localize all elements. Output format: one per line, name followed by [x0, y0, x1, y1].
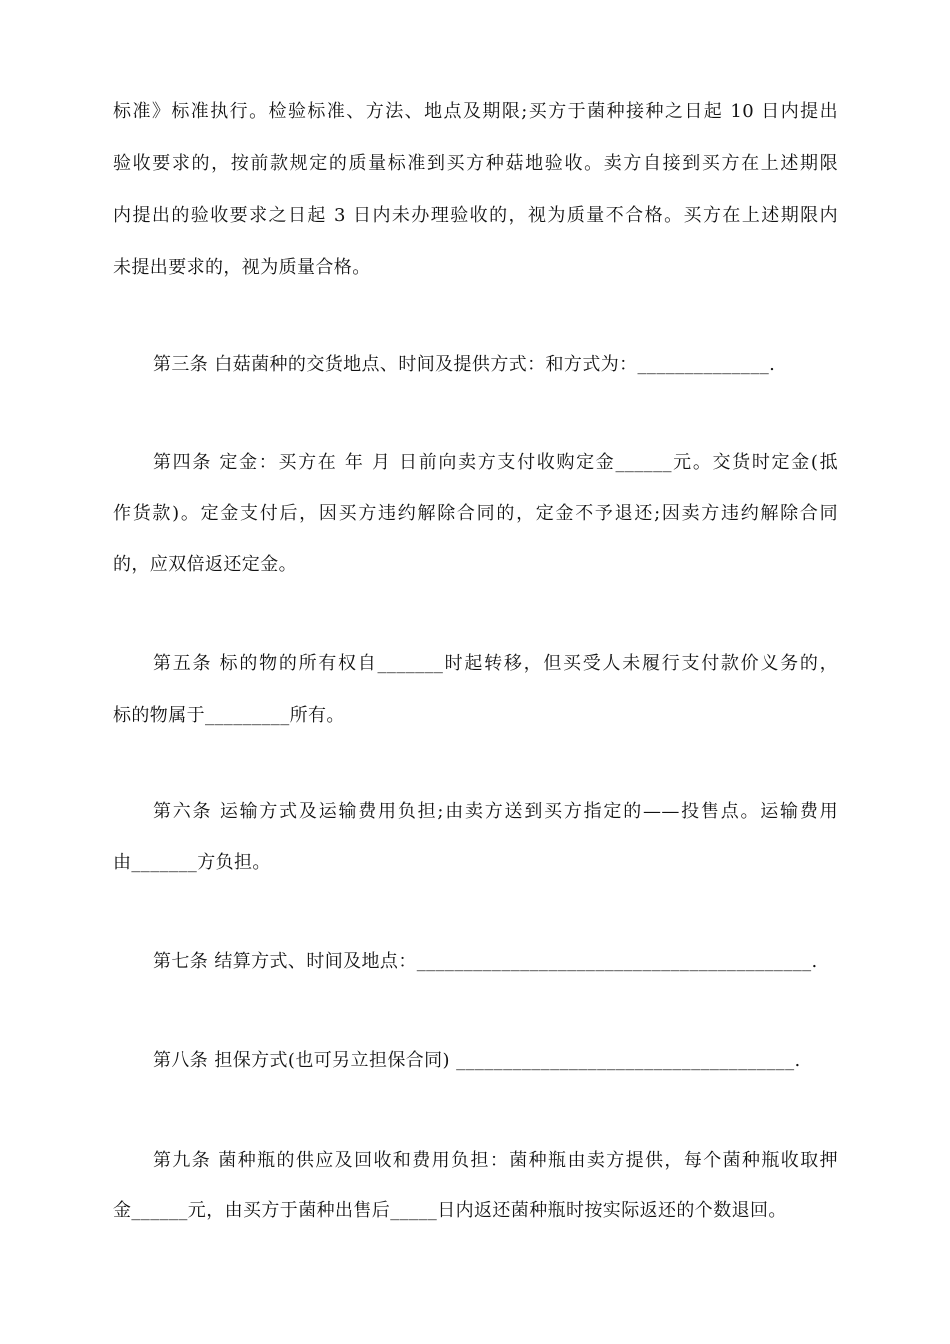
- article-7: 第七条 结算方式、时间及地点：__________________________________________.: [153, 951, 818, 972]
- text-line: 未提出要求的，视为质量合格。: [113, 257, 371, 278]
- text-line: 内提出的验收要求之日起 3 日内未办理验收的，视为质量不合格。买方在上述期限内: [113, 205, 838, 226]
- text-line: 金______元，由买方于菌种出售后_____日内返还菌种瓶时按实际返还的个数退回。: [113, 1200, 787, 1221]
- article-8: 第八条 担保方式(也可另立担保合同) ____________________________________.: [153, 1050, 801, 1071]
- article-6: 第六条 运输方式及运输费用负担;由卖方送到买方指定的——投售点。运输费用: [153, 801, 838, 822]
- text-line: 作货款)。定金支付后，因买方违约解除合同的，定金不予退还;因卖方违约解除合同: [113, 503, 838, 524]
- article-4: 第四条 定金：买方在 年 月 日前向卖方支付收购定金______元。交货时定金(抵: [153, 452, 838, 473]
- text-line: 由_______方负担。: [113, 852, 271, 873]
- article-3: 第三条 白菇菌种的交货地点、时间及提供方式：和方式为：______________.: [153, 354, 776, 375]
- text-line: 标的物属于_________所有。: [113, 705, 345, 726]
- text-line: 的，应双倍返还定金。: [113, 554, 297, 575]
- text-line: 验收要求的，按前款规定的质量标准到买方种菇地验收。卖方自接到买方在上述期限: [113, 153, 838, 174]
- article-5: 第五条 标的物的所有权自_______时起转移，但买受人未履行支付款价义务的，: [153, 653, 838, 674]
- article-9: 第九条 菌种瓶的供应及回收和费用负担：菌种瓶由卖方提供，每个菌种瓶收取押: [153, 1150, 838, 1171]
- text-line: 标准》标准执行。检验标准、方法、地点及期限;买方于菌种接种之日起 10 日内提出: [113, 101, 838, 122]
